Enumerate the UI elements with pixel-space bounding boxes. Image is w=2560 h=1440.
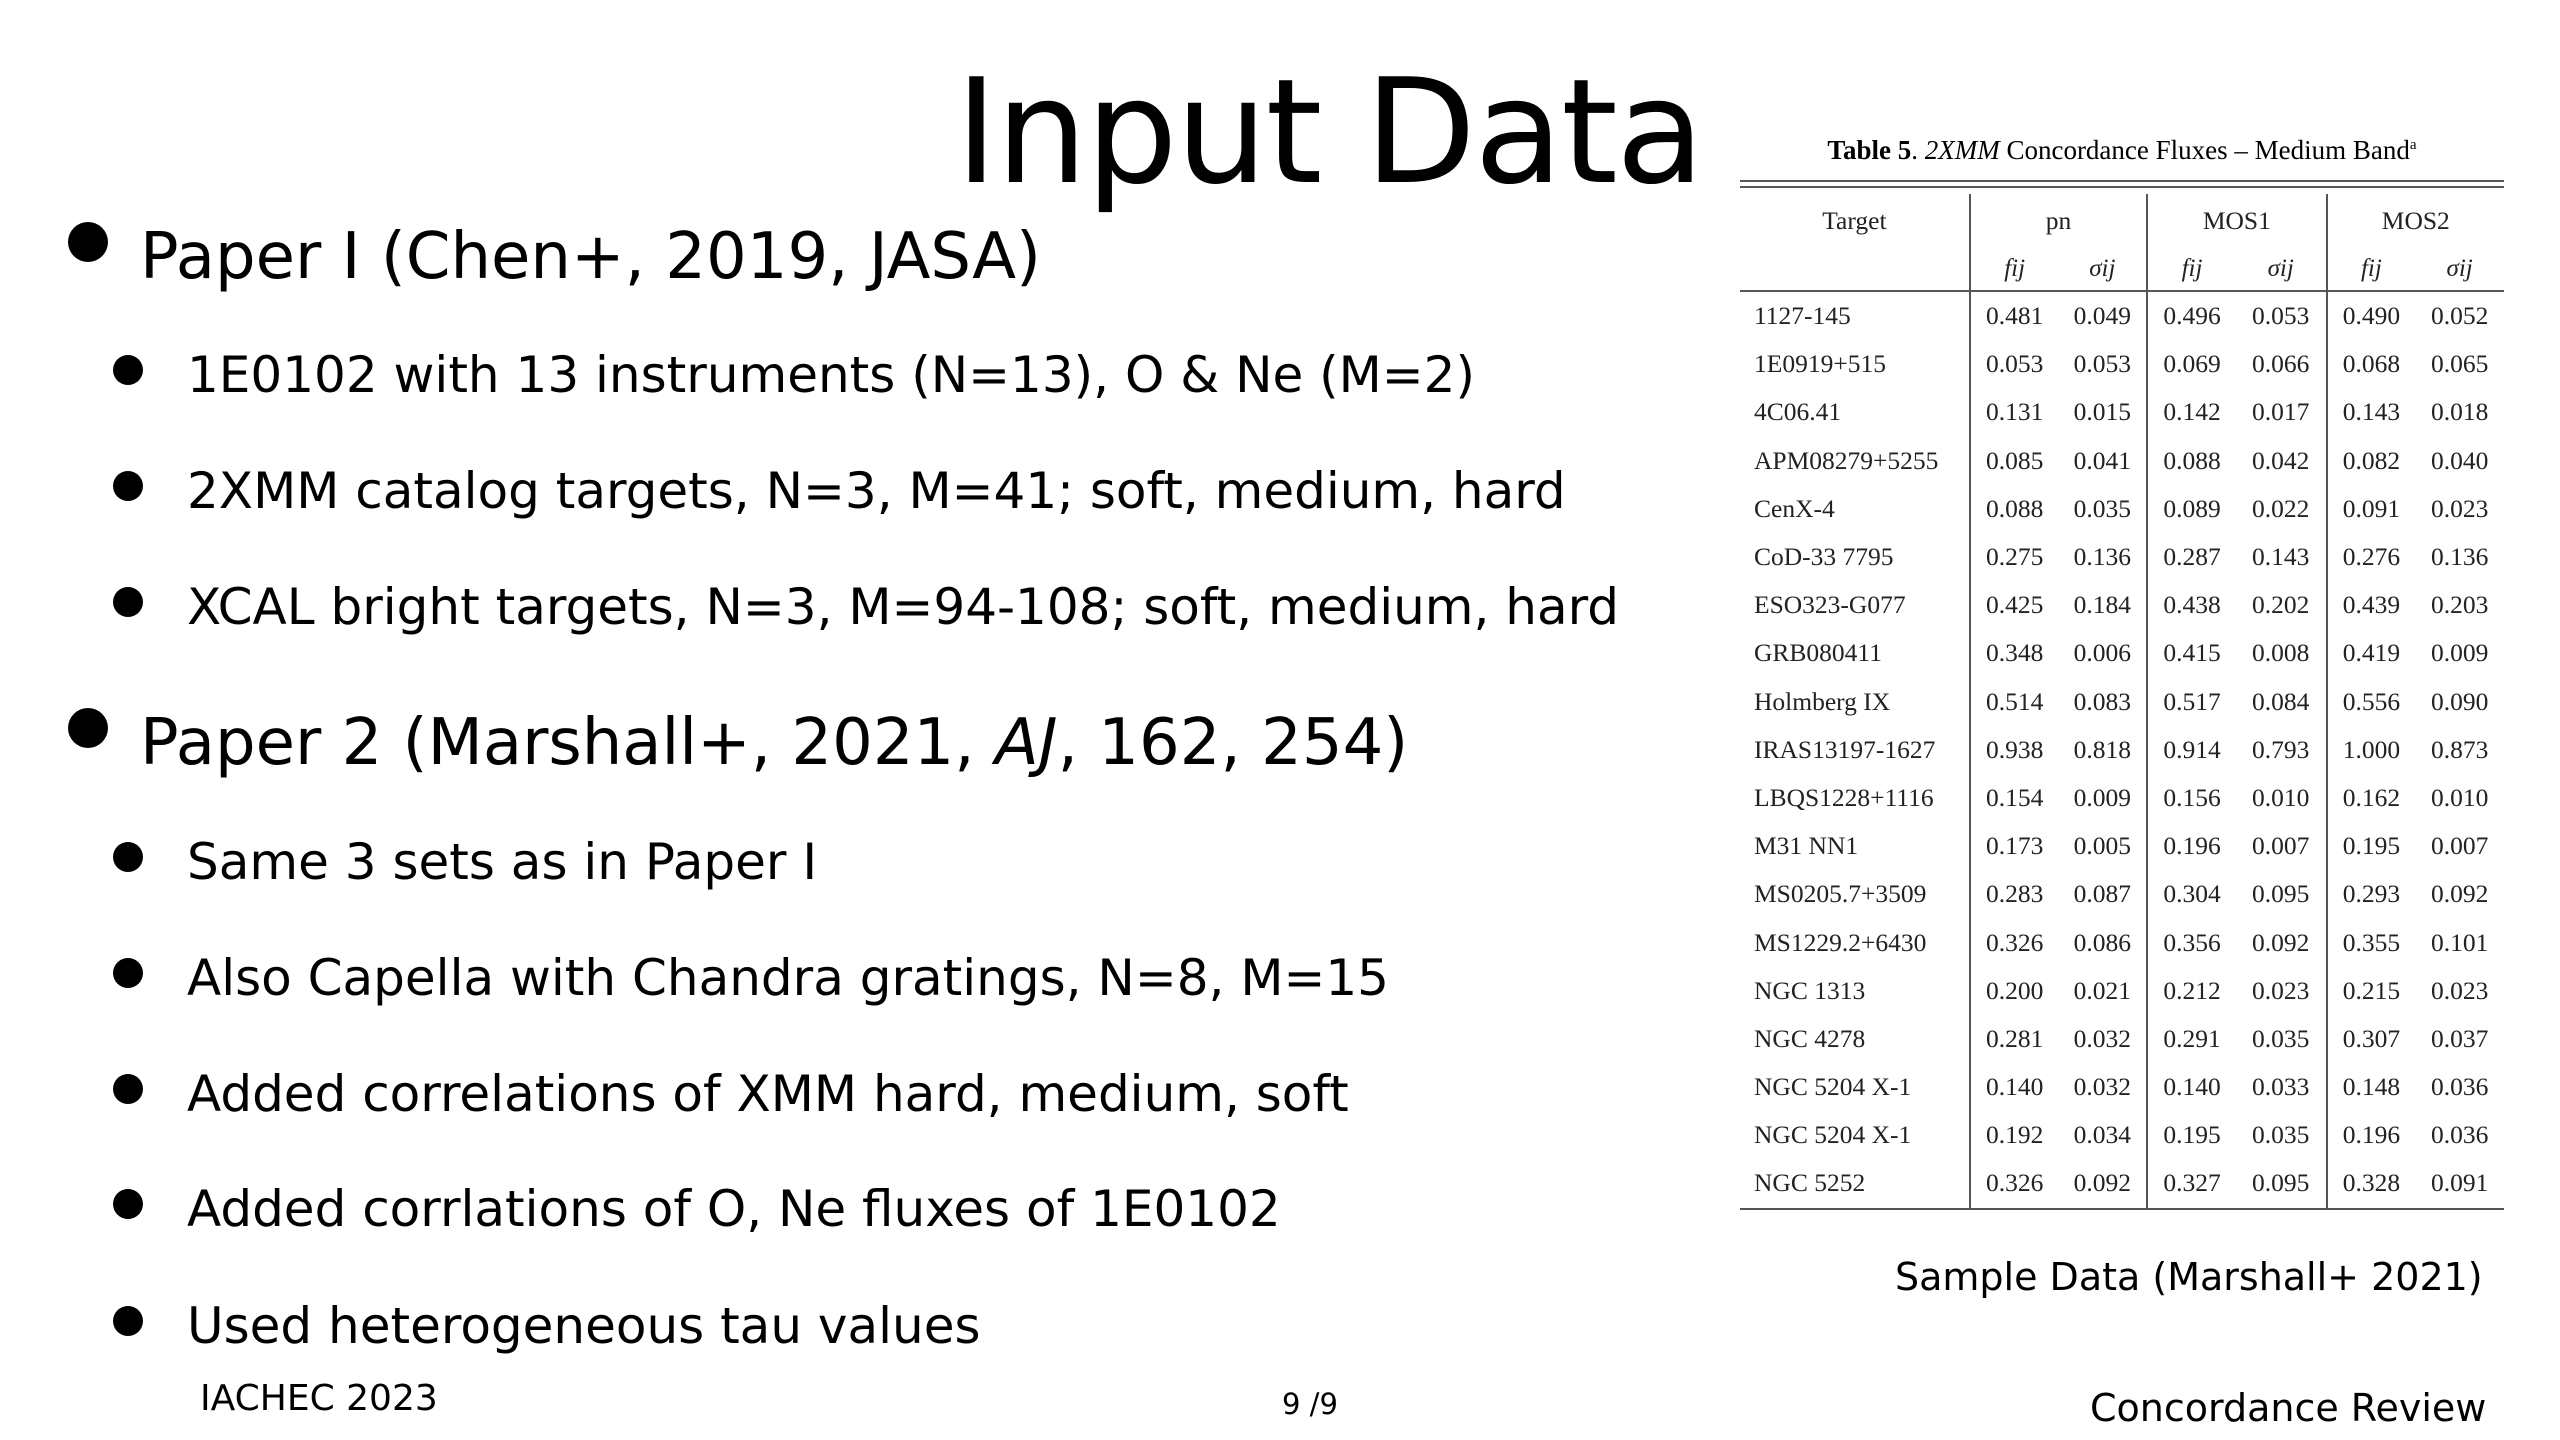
table-cell-value: 0.023: [2430, 493, 2489, 523]
table-cell-value: 0.517: [2147, 678, 2236, 726]
table-cell-value: 0.033: [2252, 1072, 2310, 1102]
table-row: [1740, 1111, 2504, 1159]
table-row: [1740, 485, 2504, 533]
table-cell-value: 0.092: [2252, 927, 2310, 957]
table-cell-value: 0.196: [2147, 822, 2236, 870]
table-cell-value: 0.192: [1970, 1111, 2059, 1159]
table-cell-value: 0.326: [1970, 918, 2059, 966]
table-cell-value: 0.034: [2073, 1120, 2132, 1150]
table-cell-value: 0.173: [1970, 822, 2059, 870]
table-cell-value: 0.049: [2073, 301, 2132, 331]
table-cell-value: 0.283: [1970, 870, 2059, 918]
bullet-paper2-item: Used heterogeneous tau values: [187, 1297, 981, 1355]
table-cell-value: 0.307: [2327, 1015, 2416, 1063]
table-cell-value: 0.419: [2327, 629, 2416, 677]
table-cell-value: 0.032: [2073, 1023, 2132, 1053]
table-row: [1740, 1159, 2504, 1208]
bullet-paper2-item: Same 3 sets as in Paper I: [187, 833, 818, 891]
table-cell-target: GRB080411: [1754, 638, 1882, 668]
table-cell-value: 0.136: [2073, 542, 2132, 572]
table-cell-value: 0.425: [1970, 581, 2059, 629]
table-cell-value: 0.092: [2058, 1159, 2147, 1208]
table-cell-value: 0.037: [2430, 1023, 2489, 1053]
table-cell-target: ESO323-G077: [1754, 590, 1906, 620]
table-row: [1740, 388, 2504, 436]
table-row: [1740, 533, 2504, 581]
table-cell-target: CoD-33 7795: [1754, 542, 1894, 572]
table-cell-value: 0.162: [2327, 774, 2416, 822]
table-cell-value: 0.148: [2327, 1063, 2416, 1111]
table-cell-value: 0.326: [1970, 1159, 2059, 1208]
table-cell-value: 0.156: [2147, 774, 2236, 822]
flux-data-table: [1740, 194, 2504, 1210]
table-cell-value: 0.009: [2073, 782, 2132, 812]
table-cell-value: 0.356: [2147, 918, 2236, 966]
table-cell-value: 0.065: [2430, 349, 2489, 379]
table-row: [1740, 822, 2504, 870]
table-cell-value: 0.212: [2147, 967, 2236, 1015]
flux-table: [1740, 120, 2504, 1210]
table-caption-rest: Concordance Fluxes – Medium Band: [1999, 135, 2410, 165]
table-cell-value: 0.195: [2147, 1111, 2236, 1159]
table-cell-target: NGC 4278: [1754, 1023, 1866, 1053]
table-cell-target: M31 NN1: [1754, 831, 1859, 861]
header-mos2: MOS2: [2327, 194, 2504, 248]
table-cell-value: 0.140: [2147, 1063, 2236, 1111]
table-cell-value: 0.040: [2430, 445, 2489, 475]
table-cell-value: 0.514: [1970, 678, 2059, 726]
sub-bullet-dot-icon: [113, 1074, 143, 1104]
table-cell-value: 0.196: [2327, 1111, 2416, 1159]
table-cell-target: NGC 5204 X-1: [1754, 1072, 1912, 1102]
table-cell-target: CenX-4: [1754, 493, 1835, 523]
sub-bullet-dot-icon: [113, 587, 143, 617]
table-row: [1740, 629, 2504, 677]
bullet-paper2-item: Also Capella with Chandra gratings, N=8, M=15: [187, 949, 1389, 1007]
table-cell-value: 0.010: [2430, 782, 2489, 812]
table-cell-value: 0.328: [2327, 1159, 2416, 1208]
sub-bullet-dot-icon: [113, 958, 143, 988]
table-cell-value: 0.095: [2252, 879, 2310, 909]
table-row: [1740, 340, 2504, 388]
table-top-rule: [1740, 180, 2504, 188]
table-cell-value: 0.053: [2252, 301, 2310, 331]
bullet-paper1: Paper I (Chen+, 2019, JASA): [140, 220, 1041, 294]
table-cell-value: 0.083: [2073, 686, 2132, 716]
table-cell-value: 0.007: [2430, 831, 2489, 861]
table-cell-value: 0.035: [2252, 1023, 2310, 1053]
paper2-suffix: , 162, 254): [1057, 706, 1409, 780]
table-cell-value: 0.090: [2430, 686, 2489, 716]
table-cell-value: 0.032: [2073, 1072, 2132, 1102]
table-cell-value: 0.087: [2073, 879, 2132, 909]
table-cell-value: 0.184: [2073, 590, 2132, 620]
table-cell-value: 0.439: [2327, 581, 2416, 629]
table-cell-value: 0.017: [2252, 397, 2310, 427]
table-row: [1740, 437, 2504, 485]
subheader-f: fij: [2147, 248, 2236, 291]
table-cell-value: 0.496: [2147, 291, 2236, 340]
subheader-sigma: σij: [2089, 255, 2116, 282]
table-cell-target: Holmberg IX: [1754, 686, 1891, 716]
bullet-dot-icon: [68, 708, 108, 748]
table-cell-value: 0.005: [2073, 831, 2132, 861]
subheader-sigma: σij: [2267, 255, 2294, 282]
table-cell-value: 0.293: [2327, 870, 2416, 918]
table-cell-value: 0.068: [2327, 340, 2416, 388]
table-note: Sample Data (Marshall+ 2021): [1895, 1255, 2483, 1299]
footer-left: IACHEC 2023: [200, 1378, 438, 1419]
table-cell-value: 0.348: [1970, 629, 2059, 677]
table-cell-value: 0.053: [1970, 340, 2059, 388]
table-cell-value: 0.281: [1970, 1015, 2059, 1063]
table-cell-value: 0.203: [2430, 590, 2489, 620]
table-cell-target: NGC 5204 X-1: [1754, 1120, 1912, 1150]
table-cell-value: 0.053: [2073, 349, 2132, 379]
table-cell-value: 0.092: [2430, 879, 2489, 909]
table-cell-target: NGC 5252: [1740, 1159, 1970, 1208]
bullet-paper1-item: XCAL bright targets, N=3, M=94-108; soft, medium, hard: [187, 578, 1620, 636]
table-cell-value: 0.036: [2430, 1120, 2489, 1150]
table-cell-value: 0.101: [2430, 927, 2489, 957]
table-cell-value: 0.275: [1970, 533, 2059, 581]
table-caption-note: a: [2409, 137, 2417, 153]
table-cell-value: 0.006: [2073, 638, 2132, 668]
paper2-prefix: Paper 2 (Marshall+, 2021,: [140, 706, 995, 780]
table-cell-value: 0.195: [2327, 822, 2416, 870]
table-cell-value: 0.873: [2430, 734, 2489, 764]
table-cell-value: 0.088: [1970, 485, 2059, 533]
table-cell-target: 1127-145: [1754, 301, 1851, 331]
table-cell-value: 0.008: [2252, 638, 2310, 668]
table-cell-value: 0.015: [2073, 397, 2132, 427]
bullet-paper2: [140, 703, 1408, 783]
table-row: [1740, 291, 2504, 340]
table-cell-target: MS0205.7+3509: [1754, 879, 1927, 909]
table-cell-value: 0.035: [2073, 493, 2132, 523]
table-cell-value: 0.200: [1970, 967, 2059, 1015]
table-cell-value: 1.000: [2327, 726, 2416, 774]
table-cell-value: 0.481: [1970, 291, 2059, 340]
bullet-paper2-item: Added correlations of XMM hard, medium, soft: [187, 1065, 1349, 1123]
sub-bullet-dot-icon: [113, 1189, 143, 1219]
sub-bullet-dot-icon: [113, 355, 143, 385]
table-caption-catalog: 2XMM: [1924, 135, 2000, 165]
table-cell-value: 0.052: [2430, 301, 2489, 331]
table-cell-value: 0.069: [2147, 340, 2236, 388]
table-cell-value: 0.140: [1970, 1063, 2059, 1111]
table-row: [1740, 678, 2504, 726]
table-cell-value: 0.136: [2430, 542, 2489, 572]
table-cell-value: 0.042: [2252, 445, 2310, 475]
table-cell-value: 0.089: [2147, 485, 2236, 533]
table-cell-value: 0.086: [2073, 927, 2132, 957]
header-pn: pn: [1970, 194, 2147, 248]
table-row: [1740, 581, 2504, 629]
table-cell-value: 0.023: [2430, 975, 2489, 1005]
table-cell-value: 0.088: [2147, 437, 2236, 485]
table-cell-value: 0.355: [2327, 918, 2416, 966]
table-cell-value: 0.818: [2073, 734, 2132, 764]
table-row: [1740, 967, 2504, 1015]
table-caption-label: Table 5: [1827, 135, 1912, 165]
sub-bullet-dot-icon: [113, 1306, 143, 1336]
table-cell-value: 0.082: [2327, 437, 2416, 485]
table-cell-target: IRAS13197-1627: [1754, 734, 1936, 764]
table-row: [1740, 1063, 2504, 1111]
table-caption: [1740, 120, 2504, 170]
table-cell-target: MS1229.2+6430: [1754, 927, 1927, 957]
table-cell-value: 0.007: [2252, 831, 2310, 861]
table-cell-target: APM08279+5255: [1754, 445, 1939, 475]
sub-bullet-dot-icon: [113, 842, 143, 872]
table-cell-value: 0.143: [2327, 388, 2416, 436]
table-cell-value: 0.490: [2327, 291, 2416, 340]
sub-bullet-dot-icon: [113, 471, 143, 501]
table-cell-value: 0.291: [2147, 1015, 2236, 1063]
table-cell-value: 0.023: [2252, 975, 2310, 1005]
table-cell-value: 0.202: [2252, 590, 2310, 620]
table-cell-value: 0.009: [2430, 638, 2489, 668]
table-cell-value: 0.556: [2327, 678, 2416, 726]
table-cell-value: 0.142: [2147, 388, 2236, 436]
table-row: [1740, 726, 2504, 774]
table-cell-value: 0.035: [2252, 1120, 2310, 1150]
table-cell-value: 0.066: [2252, 349, 2310, 379]
table-cell-value: 0.010: [2252, 782, 2310, 812]
subheader-empty: [1740, 248, 1970, 291]
footer-page-number: 9 /9: [1282, 1387, 1338, 1421]
bullet-paper1-item: 2XMM catalog targets, N=3, M=41; soft, medium, hard: [187, 462, 1566, 520]
slide-title: Input Data: [955, 48, 1703, 217]
table-cell-value: 0.021: [2073, 975, 2132, 1005]
subheader-sigma: σij: [2446, 255, 2473, 282]
table-cell-value: 0.131: [1970, 388, 2059, 436]
table-cell-value: 0.091: [2327, 485, 2416, 533]
table-cell-value: 0.022: [2252, 493, 2310, 523]
subheader-f: fij: [1970, 248, 2059, 291]
table-cell-value: 0.036: [2430, 1072, 2489, 1102]
table-cell-value: 0.415: [2147, 629, 2236, 677]
table-cell-value: 0.287: [2147, 533, 2236, 581]
table-cell-value: 0.018: [2430, 397, 2489, 427]
table-row: [1740, 774, 2504, 822]
table-cell-value: 0.304: [2147, 870, 2236, 918]
table-caption-sep: .: [1911, 135, 1925, 165]
table-cell-value: 0.154: [1970, 774, 2059, 822]
table-cell-value: 0.276: [2327, 533, 2416, 581]
subheader-f: fij: [2327, 248, 2416, 291]
table-cell-value: 0.095: [2236, 1159, 2327, 1208]
table-cell-value: 0.793: [2252, 734, 2310, 764]
table-cell-target: 4C06.41: [1754, 397, 1842, 427]
paper2-journal: AJ: [994, 706, 1058, 780]
table-row: [1740, 870, 2504, 918]
bullet-dot-icon: [68, 222, 108, 262]
table-cell-value: 0.438: [2147, 581, 2236, 629]
table-row: [1740, 918, 2504, 966]
table-cell-value: 0.091: [2415, 1159, 2504, 1208]
table-cell-value: 0.085: [1970, 437, 2059, 485]
bullet-paper2-item: Added corrlations of O, Ne fluxes of 1E0102: [187, 1180, 1281, 1238]
table-row: [1740, 1015, 2504, 1063]
table-cell-target: LBQS1228+1116: [1754, 782, 1934, 812]
header-target: Target: [1822, 206, 1887, 235]
footer-right: Concordance Review: [2090, 1386, 2487, 1430]
table-cell-value: 0.084: [2252, 686, 2310, 716]
table-cell-value: 0.143: [2252, 542, 2310, 572]
table-cell-target: NGC 1313: [1754, 975, 1866, 1005]
header-mos1: MOS1: [2147, 194, 2326, 248]
table-cell-value: 0.327: [2147, 1159, 2236, 1208]
table-cell-value: 0.215: [2327, 967, 2416, 1015]
table-cell-value: 0.938: [1970, 726, 2059, 774]
table-cell-value: 0.914: [2147, 726, 2236, 774]
table-cell-value: 0.041: [2073, 445, 2132, 475]
bullet-paper1-item: 1E0102 with 13 instruments (N=13), O & Ne (M=2): [187, 346, 1475, 404]
table-cell-target: 1E0919+515: [1754, 349, 1886, 379]
